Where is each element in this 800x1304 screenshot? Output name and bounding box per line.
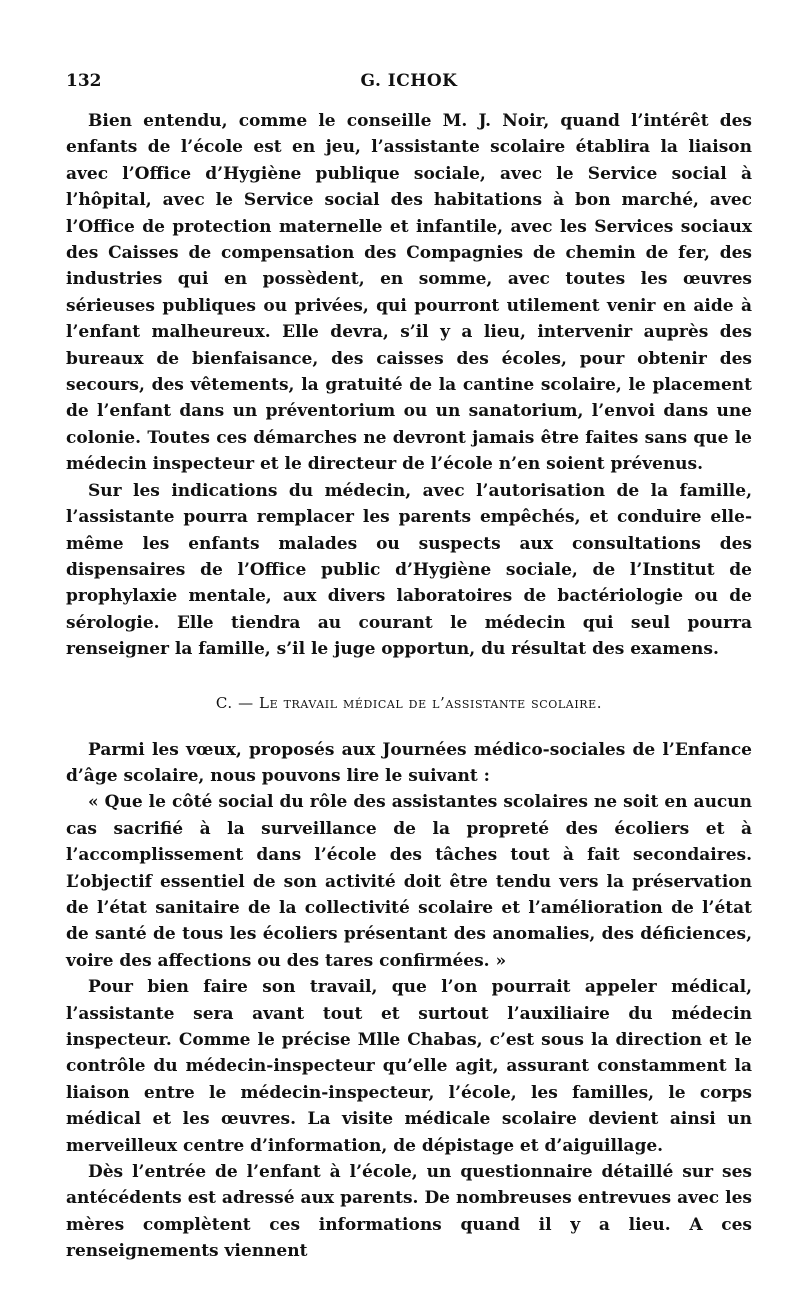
paragraph-voeux: Parmi les vœux, proposés aux Journées médico-sociales de l’Enfance d’âge scolaire, nous pouvons lire le suivant : bbox=[66, 739, 752, 786]
section-heading: C. — Le travail médical de l’assistante scolaire. bbox=[215, 693, 603, 712]
paragraph-quote: « Que le côté social du rôle des assistantes scolaires ne soit en aucun cas sacrifié à la surveillance de la propreté des écoliers et à l’accomplissement dans l’école des tâches tout à fait secondaires. L’objectif essentiel de son activité doit être tendu vers la préservation de l’état sanitaire de la collectivité scolaire et l’amélioration de l’état de santé de tous les écoliers présentant des anomalies, des déficiences, voire des affections ou des tares confirmées. » bbox=[66, 792, 752, 971]
paragraph-entree: Dès l’entrée de l’enfant à l’école, un questionnaire détaillé sur ses antécédents est adressé aux parents. De nombreuses entrevues avec les mères complètent ces informations quand il y a lieu. A ces renseignements viennent bbox=[66, 1162, 752, 1262]
running-head: G. ICHOK bbox=[360, 71, 458, 91]
paragraph-liaison: Bien entendu, comme le conseille M. J. Noir, quand l’intérêt des enfants de l’école est en jeu, l’assistante scolaire établira la liaison avec l’Office d’Hygiène publique sociale, avec le Service social à l’hôpital, avec le Service social des habitations à bon marché, avec l’Office de protection maternelle et infantile, avec les Services sociaux des Caisses de compensation des Compagnies de chemin de fer, des industries qui en possèdent, en somme, avec toutes les œuvres sérieuses publiques ou privées, qui pourront utilement venir en aide à l’enfant malheureux. Elle devra, s’il y a lieu, intervenir auprès des bureaux de bienfaisance, des caisses des écoles, pour obtenir des secours, des vêtements, la gratuité de la cantine scolaire, le placement de l’enfant dans un préventorium ou un sanatorium, l’envoi dans une colonie. Toutes ces démarches ne devront jamais être faites sans que le médecin inspecteur et le directeur de l’école n’en soient prévenus. bbox=[66, 111, 752, 475]
paragraph-indications: Sur les indications du médecin, avec l’autorisation de la famille, l’assistante pourra remplacer les parents empêchés, et conduire elle-même les enfants malades ou suspects aux consultations des dispensaires de l’Office public d’Hygiène sociale, de l’Institut de prophylaxie mentale, aux divers laboratoires de bactériologie ou de sérologie. Elle tiendra au courant le médecin qui seul pourra renseigner la famille, s’il le juge opportun, du résultat des examens. bbox=[66, 480, 752, 660]
paragraph-travail: Pour bien faire son travail, que l’on pourrait appeler médical, l’assistante sera avant tout et surtout l’auxiliaire du médecin inspecteur. Comme le précise Mlle Chabas, c’est sous la direction et le contrôle du médecin-inspecteur qu’elle agit, assurant constamment la liaison entre le médecin-inspecteur, l’école, les familles, le corps médical et les œuvres. La visite médicale scolaire devient ainsi un merveilleux centre d’information, de dépistage et d’aiguillage. bbox=[66, 977, 752, 1156]
page-number: 132 bbox=[66, 71, 102, 91]
page-body bbox=[66, 108, 752, 1265]
page-header bbox=[66, 68, 752, 94]
